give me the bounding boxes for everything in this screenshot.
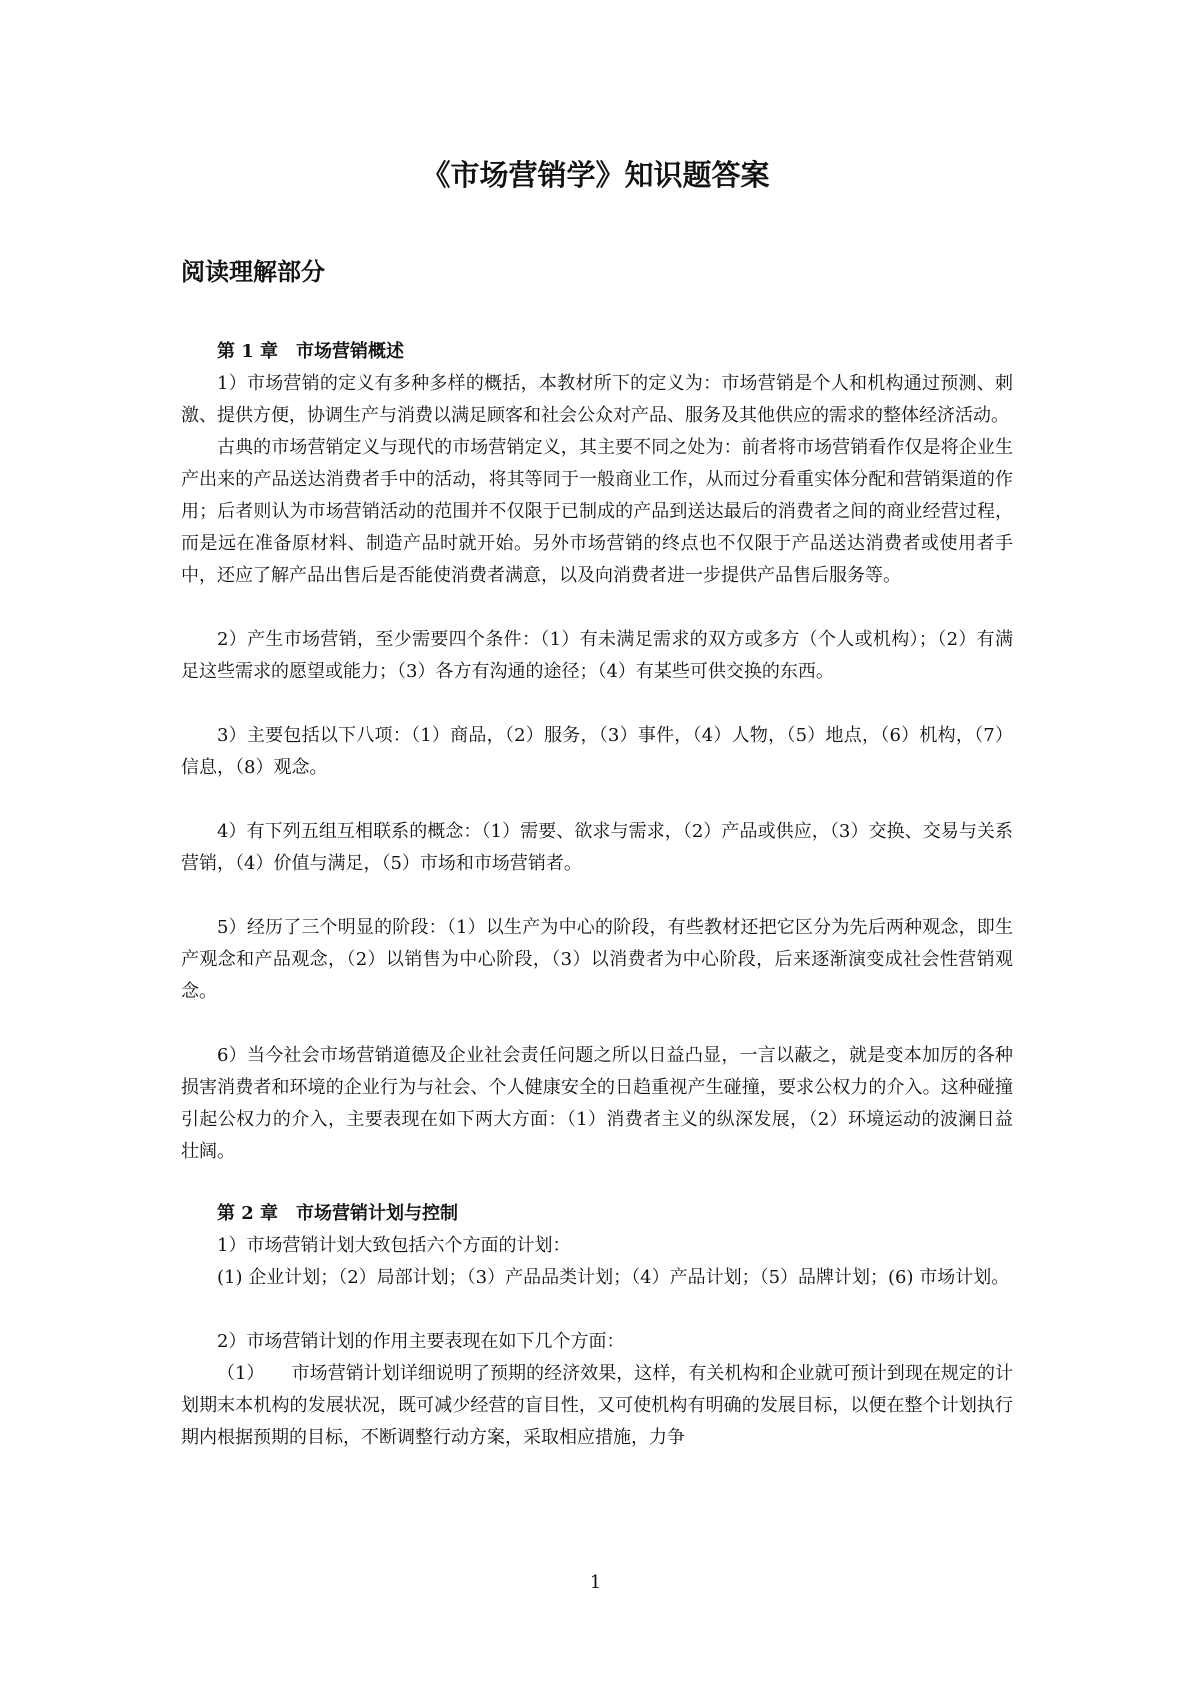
chapter-2-heading: 第 2 章 市场营销计划与控制 xyxy=(217,1203,459,1224)
chapter-1-paragraph: 1）市场营销的定义有多种多样的概括，本教材所下的定义为：市场营销是个人和机构通过预测、刺激、提供方便，协调生产与消费以满足顾客和社会公众对产品、服务及其他供应的需求的整体经济活动。 xyxy=(181,373,1013,426)
chapter-1-heading: 第 1 章 市场营销概述 xyxy=(217,341,405,362)
chapter-2-paragraph: （1） 市场营销计划详细说明了预期的经济效果，这样，有关机构和企业就可预计到现在规定的计划期末本机构的发展状况，既可减少经营的盲目性，又可使机构有明确的发展目标，以便在整个计划执行期内根据预期的目标，不断调整行动方案，采取相应措施，力争 xyxy=(181,1363,1013,1448)
document-body xyxy=(181,336,1013,1454)
chapter-1-paragraph: 2）产生市场营销，至少需要四个条件：（1）有未满足需求的双方或多方（个人或机构）；（2）有满足这些需求的愿望或能力；（3）各方有沟通的途径；（4）有某些可供交换的东西。 xyxy=(181,629,1013,682)
chapter-2-paragraph: (1) 企业计划；（2）局部计划；（3）产品品类计划；（4）产品计划；（5）品牌计划；(6) 市场计划。 xyxy=(217,1267,1010,1288)
section-title: 阅读理解部分 xyxy=(181,258,325,286)
chapter-1-paragraph: 4）有下列五组互相联系的概念：（1）需要、欲求与需求，（2）产品或供应，（3）交换、交易与关系营销，（4）价值与满足，（5）市场和市场营销者。 xyxy=(181,821,1013,874)
chapter-2-paragraph: 1）市场营销计划大致包括六个方面的计划： xyxy=(217,1235,571,1256)
chapter-1-paragraph: 6）当今社会市场营销道德及企业社会责任问题之所以日益凸显，一言以蔽之，就是变本加厉的各种损害消费者和环境的企业行为与社会、个人健康安全的日趋重视产生碰撞，要求公权力的介入。这种碰撞引起公权力的介入，主要表现在如下两大方面：（1）消费者主义的纵深发展，（2）环境运动的波澜日益壮阔。 xyxy=(181,1045,1013,1162)
chapter-1-paragraph: 古典的市场营销定义与现代的市场营销定义，其主要不同之处为：前者将市场营销看作仅是将企业生产出来的产品送达消费者手中的活动，将其等同于一般商业工作，从而过分看重实体分配和营销渠道的作用；后者则认为市场营销活动的范围并不仅限于已制成的产品到送达最后的消费者之间的商业经营过程，而是远在准备原材料、制造产品时就开始。另外市场营销的终点也不仅限于产品送达消费者或使用者手中，还应了解产品出售后是否能使消费者满意，以及向消费者进一步提供产品售后服务等。 xyxy=(181,437,1013,586)
chapter-2-paragraph: 2）市场营销计划的作用主要表现在如下几个方面： xyxy=(217,1331,625,1352)
page-number: 1 xyxy=(589,1572,602,1593)
chapter-1-paragraph: 5）经历了三个明显的阶段：（1）以生产为中心的阶段，有些教材还把它区分为先后两种观念，即生产观念和产品观念，（2）以销售为中心阶段，（3）以消费者为中心阶段，后来逐渐演变成社会性营销观念。 xyxy=(181,917,1013,1002)
chapter-1-paragraph: 3）主要包括以下八项：（1）商品，（2）服务，（3）事件，（4）人物，（5）地点，（6）机构，（7）信息，（8）观念。 xyxy=(181,725,1013,778)
document-title: 《市场营销学》知识题答案 xyxy=(421,158,770,192)
